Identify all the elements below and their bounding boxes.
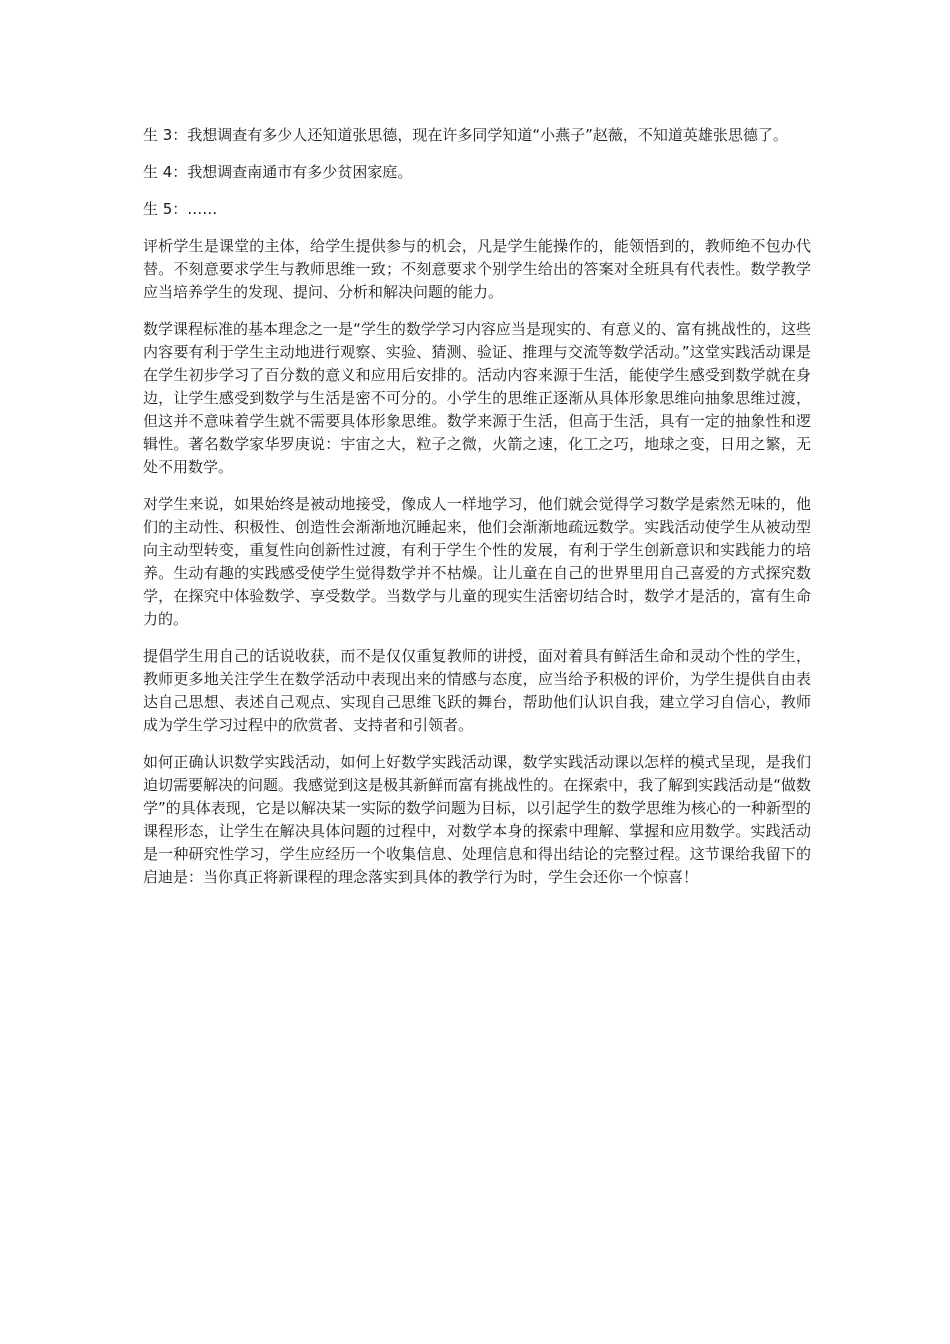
commentary-paragraph: 评析学生是课堂的主体，给学生提供参与的机会，凡是学生能操作的，能领悟到的，教师绝不包办代替。不刻意要求学生与教师思维一致；不刻意要求个别学生给出的答案对全班具有代表性。数学教学应当培养学生的发现、提问、分析和解决问题的能力。 [143,237,811,301]
document-body [143,124,811,903]
student-engagement-paragraph: 对学生来说，如果始终是被动地接受，像成人一样地学习，他们就会觉得学习数学是索然无味的，他们的主动性、积极性、创造性会渐渐地沉睡起来，他们会渐渐地疏远数学。实践活动使学生从被动型向主动型转变，重复性向创新性过渡，有利于学生个性的发展，有利于学生创新意识和实践能力的培养。生动有趣的实践感受使学生觉得数学并不枯燥。让儿童在自己的世界里用自己喜爱的方式探究数学，在探究中体验数学、享受数学。当数学与儿童的现实生活密切结合时，数学才是活的，富有生命力的。 [143,495,811,628]
dialogue-line-student-4: 生 4：我想调查南通市有多少贫困家庭。 [143,163,413,181]
dialogue-line-student-3: 生 3：我想调查有多少人还知道张思德，现在许多同学知道“小燕子”赵薇，不知道英雄张思德了。 [143,126,788,144]
evaluation-paragraph: 提倡学生用自己的话说收获，而不是仅仅重复教师的讲授，面对着具有鲜活生命和灵动个性的学生，教师更多地关注学生在数学活动中表现出来的情感与态度，应当给予积极的评价，为学生提供自由表达自己思想、表述自己观点、实现自己思维飞跃的舞台，帮助他们认识自我，建立学习自信心，教师成为学生学习过程中的欣赏者、支持者和引领者。 [143,647,811,734]
curriculum-standard-paragraph: 数学课程标准的基本理念之一是“学生的数学学习内容应当是现实的、有意义的、富有挑战性的，这些内容要有利于学生主动地进行观察、实验、猜测、验证、推理与交流等数学活动。”这堂实践活动课是在学生初步学习了百分数的意义和应用后安排的。活动内容来源于生活，能使学生感受到数学就在身边，让学生感受到数学与生活是密不可分的。小学生的思维正逐渐从具体形象思维向抽象思维过渡，但这并不意味着学生就不需要具体形象思维。数学来源于生活，但高于生活，具有一定的抽象性和逻辑性。著名数学家华罗庚说：宇宙之大，粒子之微，火箭之速，化工之巧，地球之变，日用之繁，无处不用数学。 [143,320,811,476]
reflection-paragraph: 如何正确认识数学实践活动，如何上好数学实践活动课，数学实践活动课以怎样的模式呈现，是我们迫切需要解决的问题。我感觉到这是极其新鲜而富有挑战性的。在探索中，我了解到实践活动是“做数学”的具体表现，它是以解决某一实际的数学问题为目标，以引起学生的数学思维为核心的一种新型的课程形态，让学生在解决具体问题的过程中，对数学本身的探索中理解、掌握和应用数学。实践活动是一种研究性学习，学生应经历一个收集信息、处理信息和得出结论的完整过程。这节课给我留下的启迪是：当你真正将新课程的理念落实到具体的教学行为时，学生会还你一个惊喜！ [143,753,811,886]
dialogue-line-student-5: 生 5：…… [143,200,218,218]
